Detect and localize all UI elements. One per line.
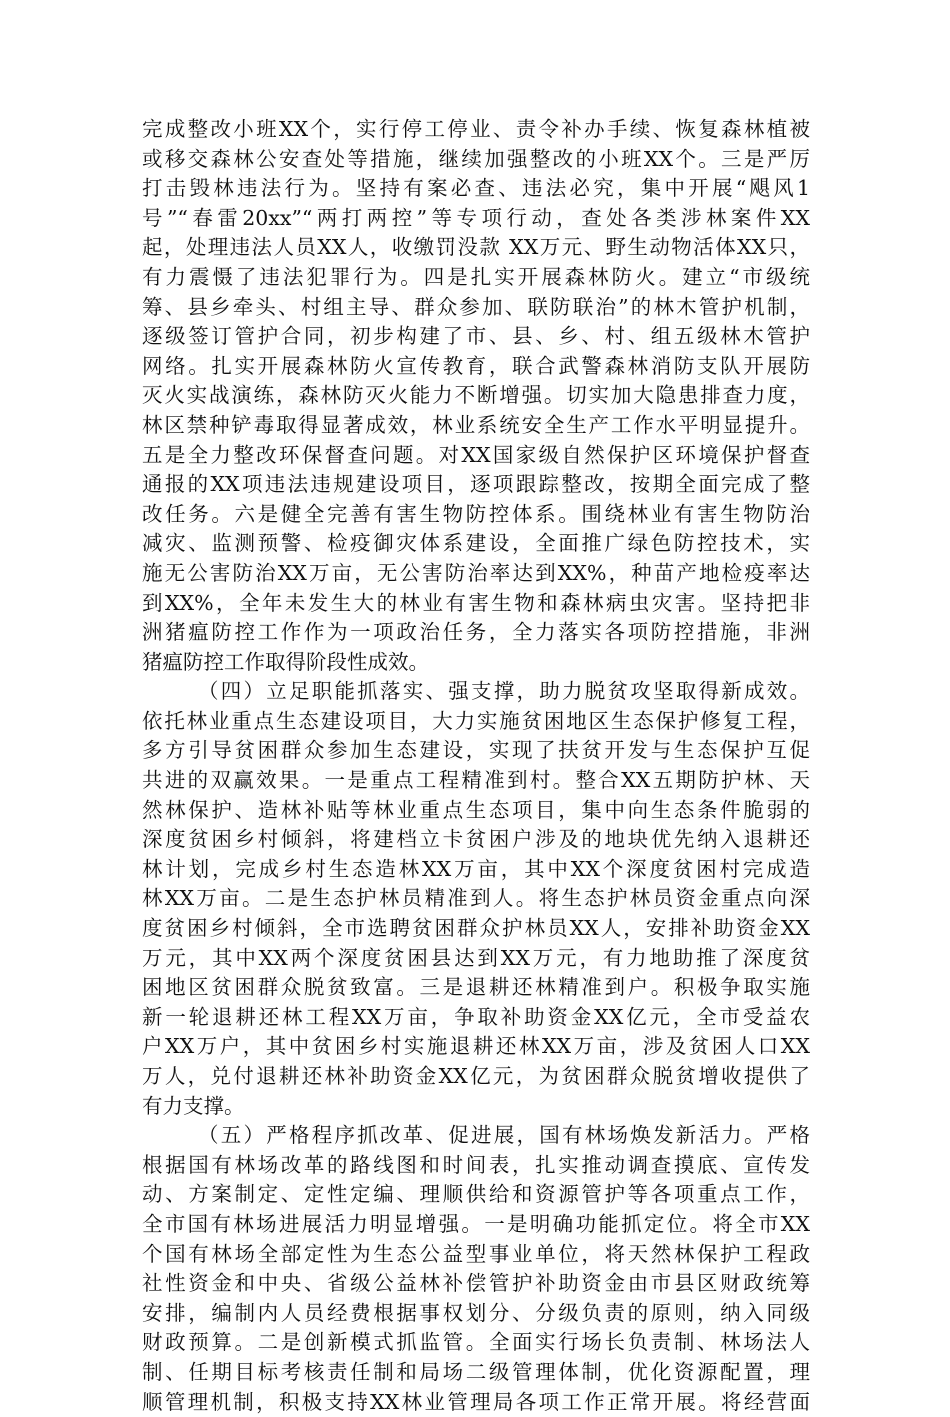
text-line: 顺管理机制，积极支持XX林业管理局各项工作正常开展。将经营面 xyxy=(142,1389,810,1414)
text-line: 猪瘟防控工作取得阶段性成效。 xyxy=(142,649,429,674)
text-line: 然林保护、造林补贴等林业重点生态项目，集中向生态条件脆弱的 xyxy=(142,797,810,822)
text-line: 深度贫困乡村倾斜，将建档立卡贫困户涉及的地块优先纳入退耕还 xyxy=(142,827,810,852)
text-line: 减灾、监测预警、检疫御灾体系建设，全面推广绿色防控技术，实 xyxy=(142,531,810,556)
text-line: 筹、县乡牵头、村组主导、群众参加、联防联治”的林木管护机制， xyxy=(142,294,810,319)
text-line: 多方引导贫困群众参加生态建设，实现了扶贫开发与生态保护互促 xyxy=(142,738,810,763)
text-line: 灭火实战演练，森林防灭火能力不断增强。切实加大隐患排查力度， xyxy=(142,383,810,408)
text-line: 制、任期目标考核责任制和局场二级管理体制，优化资源配置，理 xyxy=(142,1359,810,1384)
text-line: 动、方案制定、定性定编、理顺供给和资源管护等各项重点工作， xyxy=(142,1182,810,1207)
text-line: 林XX万亩。二是生态护林员精准到人。将生态护林员资金重点向深 xyxy=(142,886,810,911)
text-line: 万元，其中XX两个深度贫困县达到XX万元，有力地助推了深度贫 xyxy=(142,945,810,970)
text-line: 安排，编制内人员经费根据事权划分、分级负责的原则，纳入同级 xyxy=(142,1300,810,1325)
text-line: 或移交森林公安查处等措施，继续加强整改的小班XX个。三是严厉 xyxy=(142,146,810,171)
text-line: 万人，兑付退耕还林补助资金XX亿元，为贫困群众脱贫增收提供了 xyxy=(142,1064,810,1088)
text-line: 依托林业重点生态建设项目，大力实施贫困地区生态保护修复工程， xyxy=(142,708,810,733)
text-line: 林计划，完成乡村生态造林XX万亩，其中XX个深度贫困村完成造 xyxy=(142,856,810,881)
text-line: 户XX万户，其中贫困乡村实施退耕还林XX万亩，涉及贫困人口XX xyxy=(142,1034,810,1059)
text-line: （五）严格程序抓改革、促进展，国有林场焕发新活力。严格 xyxy=(198,1123,810,1148)
text-line: 到XX%，全年未发生大的林业有害生物和森林病虫灾害。坚持把非 xyxy=(142,590,810,615)
text-line: 根据国有林场改革的路线图和时间表，扎实推动调查摸底、宣传发 xyxy=(142,1152,810,1177)
text-line: 困地区贫困群众脱贫致富。三是退耕还林精准到户。积极争取实施 xyxy=(142,975,810,1000)
document-body xyxy=(142,115,810,1417)
text-line: 打击毁林违法行为。坚持有案必查、违法必究，集中开展“飓风1 xyxy=(142,176,810,201)
text-line: 逐级签订管护合同，初步构建了市、县、乡、村、组五级林木管护 xyxy=(142,324,810,349)
text-line: 洲猪瘟防控工作作为一项政治任务，全力落实各项防控措施，非洲 xyxy=(142,620,810,645)
text-line: 五是全力整改环保督查问题。对XX国家级自然保护区环境保护督查 xyxy=(142,442,810,467)
text-line: 改任务。六是健全完善有害生物防控体系。围绕林业有害生物防治 xyxy=(142,501,810,526)
text-line: 通报的XX项违法违规建设项目，逐项跟踪整改，按期全面完成了整 xyxy=(142,472,810,497)
text-line: （四）立足职能抓落实、强支撑，助力脱贫攻坚取得新成效。 xyxy=(198,679,810,704)
text-line: 个国有林场全部定性为生态公益型事业单位，将天然林保护工程政 xyxy=(142,1241,810,1266)
text-line: 网络。扎实开展森林防火宣传教育，联合武警森林消防支队开展防 xyxy=(142,353,810,378)
text-line: 完成整改小班XX个，实行停工停业、责令补办手续、恢复森林植被 xyxy=(142,117,810,141)
text-line: 新一轮退耕还林工程XX万亩，争取补助资金XX亿元，全市受益农 xyxy=(142,1004,810,1029)
text-line: 有力震慑了违法犯罪行为。四是扎实开展森林防火。建立“市级统 xyxy=(142,264,810,289)
text-line: 共进的双赢效果。一是重点工程精准到村。整合XX五期防护林、天 xyxy=(142,768,810,793)
text-line: 全市国有林场进展活力明显增强。一是明确功能抓定位。将全市XX xyxy=(142,1211,810,1236)
text-line: 有力支撑。 xyxy=(142,1093,245,1118)
text-line: 施无公害防治XX万亩，无公害防治率达到XX%，种苗产地检疫率达 xyxy=(142,560,810,585)
text-line: 号”“春雷20xx”“两打两控”等专项行动，查处各类涉林案件XX xyxy=(142,205,810,230)
text-line: 起，处理违法人员XX人，收缴罚没款 XX万元、野生动物活体XX只， xyxy=(142,235,810,260)
text-line: 度贫困乡村倾斜，全市选聘贫困群众护林员XX人，安排补助资金XX xyxy=(142,916,810,941)
text-line: 财政预算。二是创新模式抓监管。全面实行场长负责制、林场法人 xyxy=(142,1330,810,1355)
text-line: 社性资金和中央、省级公益林补偿管护补助资金由市县区财政统筹 xyxy=(142,1271,810,1296)
text-line: 林区禁种铲毒取得显著成效，林业系统安全生产工作水平明显提升。 xyxy=(142,412,810,437)
